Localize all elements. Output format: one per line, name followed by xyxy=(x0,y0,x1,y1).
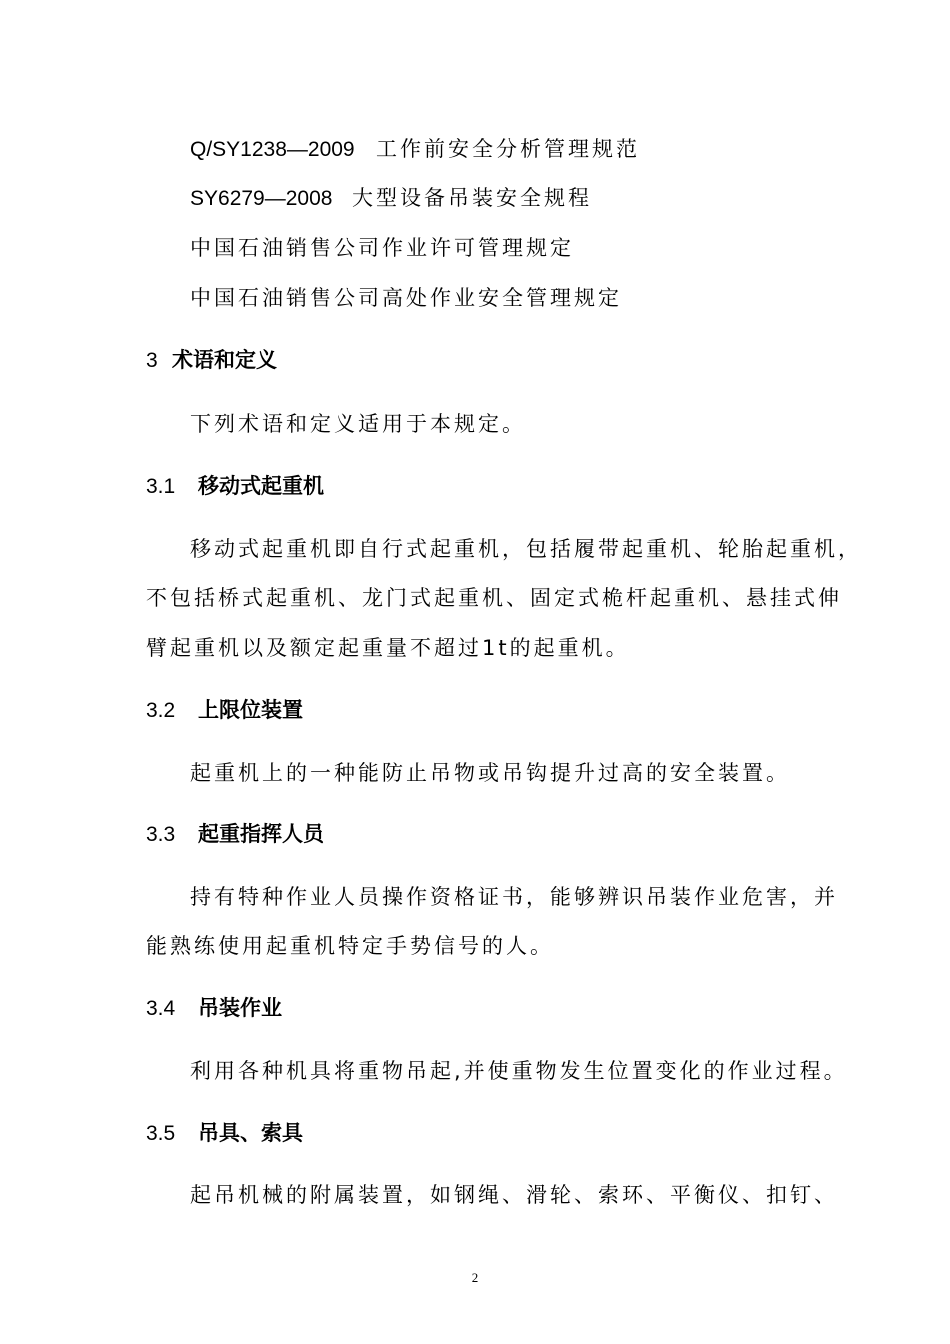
term-title: 移动式起重机 xyxy=(198,474,324,498)
term-body-line: 臂起重机以及额定起重量不超过1t的起重机。 xyxy=(146,636,630,660)
term-body-line: 能熟练使用起重机特定手势信号的人。 xyxy=(146,934,554,958)
reference-code: Q/SY1238—2009 xyxy=(190,138,355,161)
reference-line: 中国石油销售公司高处作业安全管理规定 xyxy=(190,286,622,310)
section-heading xyxy=(146,346,277,375)
reference-line xyxy=(190,184,592,213)
reference-line xyxy=(190,135,640,164)
page-number: 2 xyxy=(471,1270,479,1285)
term-title: 吊装作业 xyxy=(198,996,282,1020)
term-body-line: 起重机上的一种能防止吊物或吊钩提升过高的安全装置。 xyxy=(190,761,790,785)
term-body-line: 移动式起重机即自行式起重机，包括履带起重机、轮胎起重机， xyxy=(190,537,862,561)
term-number: 3.2 xyxy=(146,699,176,722)
term-heading xyxy=(146,994,282,1023)
section-intro: 下列术语和定义适用于本规定。 xyxy=(190,412,526,436)
term-number: 3.3 xyxy=(146,823,176,846)
term-heading xyxy=(146,1119,303,1148)
term-title: 起重指挥人员 xyxy=(198,822,324,846)
term-body-line: 不包括桥式起重机、龙门式起重机、固定式桅杆起重机、悬挂式伸 xyxy=(146,586,842,610)
term-heading xyxy=(146,820,324,849)
term-body-line: 利用各种机具将重物吊起,并使重物发生位置变化的作业过程。 xyxy=(190,1059,848,1083)
term-body-line: 持有特种作业人员操作资格证书，能够辨识吊装作业危害，并 xyxy=(190,885,838,909)
term-heading xyxy=(146,472,324,501)
reference-title: 大型设备吊装安全规程 xyxy=(352,186,592,210)
term-title: 吊具、索具 xyxy=(198,1121,303,1145)
section-title: 术语和定义 xyxy=(172,348,277,372)
term-body-line: 起吊机械的附属装置，如钢绳、滑轮、索环、平衡仪、扣钉、 xyxy=(190,1183,838,1207)
term-number: 3.5 xyxy=(146,1122,176,1145)
section-number: 3 xyxy=(146,349,158,372)
reference-line: 中国石油销售公司作业许可管理规定 xyxy=(190,236,574,260)
reference-title: 工作前安全分析管理规范 xyxy=(376,137,640,161)
term-number: 3.4 xyxy=(146,997,176,1020)
term-title: 上限位装置 xyxy=(198,698,303,722)
reference-code: SY6279—2008 xyxy=(190,187,333,210)
term-heading xyxy=(146,696,303,725)
term-number: 3.1 xyxy=(146,475,176,498)
